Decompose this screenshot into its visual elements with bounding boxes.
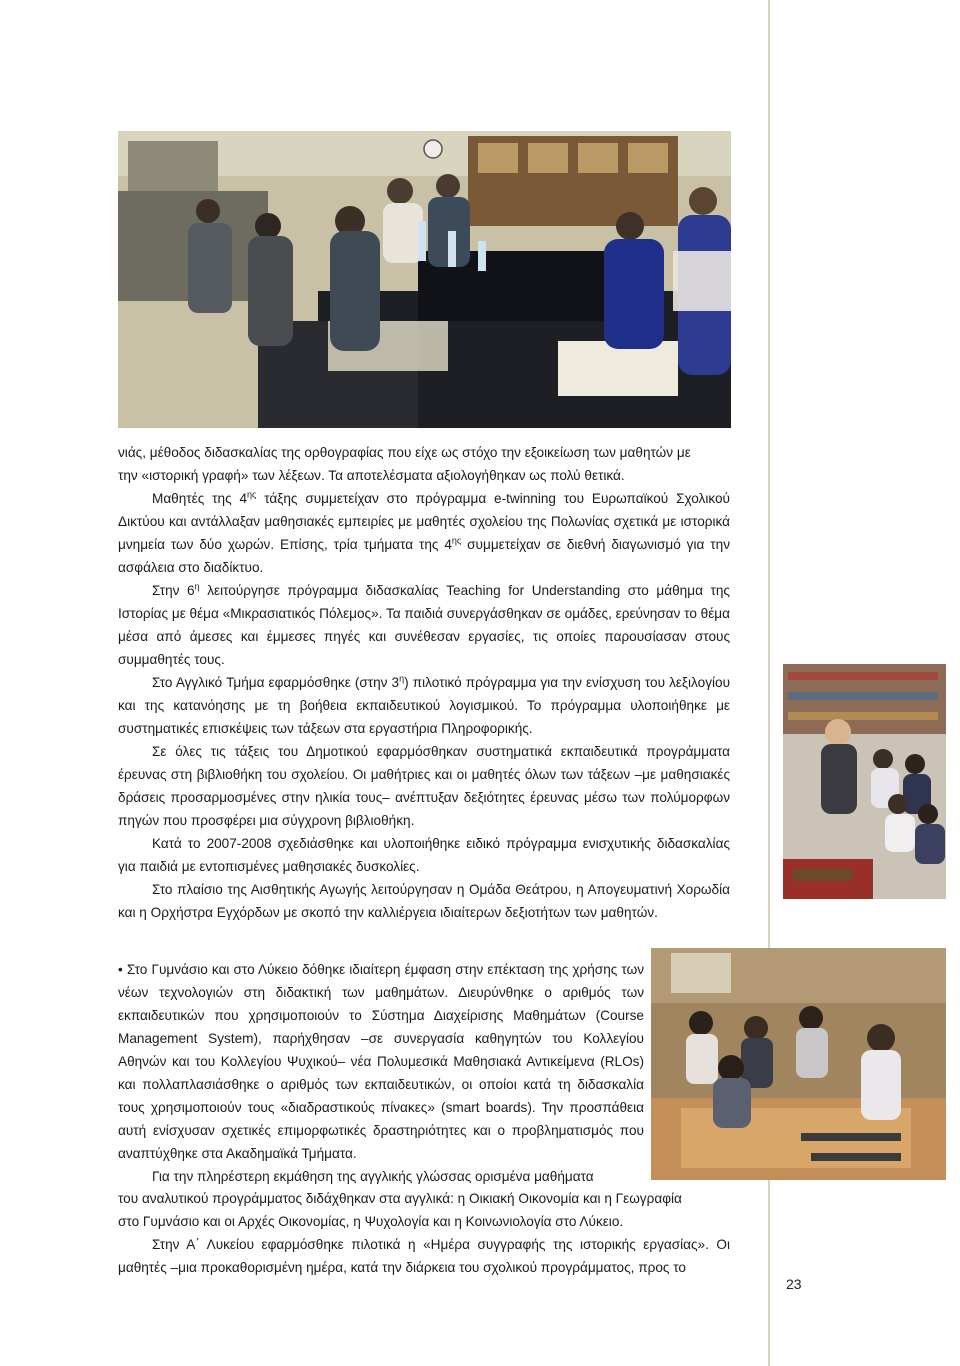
bullet-text: Στο Γυμνάσιο και στο Λύκειο δόθηκε ιδιαίτερη έμφαση στην επέκταση της χρήσης των νέων τεχνολογιών στη διδακτική των μαθημάτων. Διευρύνθηκε ο αριθμός των εκπαιδευτικών που χρησιμοποιούν το Σύστημα Διαχείρισης Μαθημάτων (Course Management System), παρήχθησαν –σε συνεργασία καθηγητών του Κολλεγίου Αθηνών και του Κολλεγίου Ψυχικού– νέα Πολυμεσικά Μαθησιακά Αντικείμενα (RLOs) και πολλαπλασιάσθηκε ο αριθμός των εκπαιδευτικών, οι οποίοι κατά τη διδασκαλία τους χρησιμοποιούν τους «διαδραστικούς πίνακες» (smart boards). Την προσπάθεια αυτή ενίσχυσαν σχετικές επιμορφωτικές δραστηριότητες και ο προβληματισμός που αναπτύχθηκε στα Ακαδημαϊκά Τμήματα. [118,962,644,1161]
chemistry-lab-photo [118,131,731,428]
bullet-symbol: • [118,962,123,977]
ordinal-suffix: ης [451,535,462,546]
ordinal-suffix: η [194,581,200,592]
paragraph: Στην Α΄ Λυκείου εφαρμόσθηκε πιλοτικά η «Ημέρα συγγραφής της ιστορικής εργασίας». Οι μαθητές –μια προκαθορισμένη ημέρα, κατά την διάρκεια του σχολικού προγράμματος, προς το [118,1237,730,1275]
paragraph [118,740,730,832]
paragraph-text: Στο πλαίσιο της Αισθητικής Αγωγής λειτούργησαν η Ομάδα Θεάτρου, η Απογευματινή Χορωδία και η Ορχήστρα Εγχόρδων με σκοπό την καλλιέργεια ιδιαίτερων δεξιοτήτων των μαθητών. [118,882,730,920]
paragraph-text: Στο Αγγλικό Τμήμα εφαρμόσθηκε (στην 3 [152,675,400,690]
paragraph [118,487,730,579]
paragraph [118,579,730,671]
paragraph-text: Στην 6 [152,583,195,598]
body-text-top [118,441,730,924]
body-line: την «ιστορική γραφή» των λέξεων. Τα αποτελέσματα αξιολογήθηκαν ως πολύ θετικά. [118,468,625,483]
paragraph [118,832,730,878]
paragraph-text: Σε όλες τις τάξεις του Δημοτικού εφαρμόσθηκαν συστηματικά εκπαιδευτικά προγράμματα έρευνας στη βιβλιοθήκη του σχολείου. Οι μαθήτριες και οι μαθητές όλων των τάξεων –με μαθησιακές δράσεις προσαρμοσμένες στην ηλικία τους– ανέπτυξαν δεξιότητες έρευνας μέσω των πολύμορφων πηγών που προσφέρει μια σύγχρονη βιβλιοθήκη. [118,744,730,828]
ordinal-suffix: ης [247,489,257,500]
paragraph-text: Μαθητές της 4 [152,491,248,506]
paragraph-text: Κατά το 2007-2008 σχεδιάσθηκε και υλοποιήθηκε ειδικό πρόγραμμα ενισχυτικής διδασκαλίας για παιδιά με εντοπισμένες μαθησιακές δυσκολίες. [118,836,730,874]
classroom-photo [651,948,946,1180]
body-line: του αναλυτικού προγράμματος διδάχθηκαν στα αγγλικά: η Οικιακή Οικονομία και η Γεωγραφία [118,1191,682,1206]
bullet-paragraph [118,958,644,1165]
paragraph: Για την πληρέστερη εκμάθηση της αγγλικής γλώσσας ορισμένα μαθήματα [152,1169,594,1184]
library-photo [783,664,946,899]
body-text-narrow [118,958,644,1188]
ordinal-suffix: η [399,673,405,684]
paragraph [118,878,730,924]
paragraph-text: λειτούργησε πρόγραμμα διδασκαλίας Teaching for Understanding στο μάθημα της Ιστορίας με θέμα «Μικρασιατικός Πόλεμος». Τα παιδιά συνεργάσθηκαν σε ομάδες, ερεύνησαν το θέμα μέσα από άμεσες και έμμεσες πηγές και συνέθεσαν εργασίες, τις οποίες παρουσίασαν στους συμμαθητές τους. [118,583,730,667]
paragraph-group [118,487,730,924]
paragraph-text: συμμετείχαν σε διεθνή διαγωνισμό για την ασφάλεια στο διαδίκτυο. [118,537,730,575]
body-line: νιάς, μέθοδος διδασκαλίας της ορθογραφίας που είχε ως στόχο την εξοικείωση των μαθητών με [118,445,691,460]
body-text-bottom [118,1187,730,1279]
paragraph-text: τάξης συμμετείχαν στο πρόγραμμα e-twinning του Ευρωπαϊκού Σχολικού Δικτύου και αντάλλαξαν μαθησιακές εμπειρίες με μαθητές σχολείου της Πολωνίας σχετικά με ιστορικά μνημεία των δύο χωρών. Επίσης, τρία τμήματα της 4 [118,491,730,552]
paragraph [118,671,730,740]
paragraph-text: ) πιλοτικό πρόγραμμα για την ενίσχυση του λεξιλογίου και της κατανόησης με τη βοήθεια εκπαιδευτικού λογισμικού. Το πρόγραμμα υλοποιήθηκε με συστηματικές επισκέψεις των τάξεων στα εργαστήρια Πληροφορικής. [118,675,731,736]
page-number: 23 [786,1276,802,1292]
body-line: στο Γυμνάσιο και οι Αρχές Οικονομίας, η Ψυχολογία και η Κοινωνιολογία στο Λύκειο. [118,1214,624,1229]
